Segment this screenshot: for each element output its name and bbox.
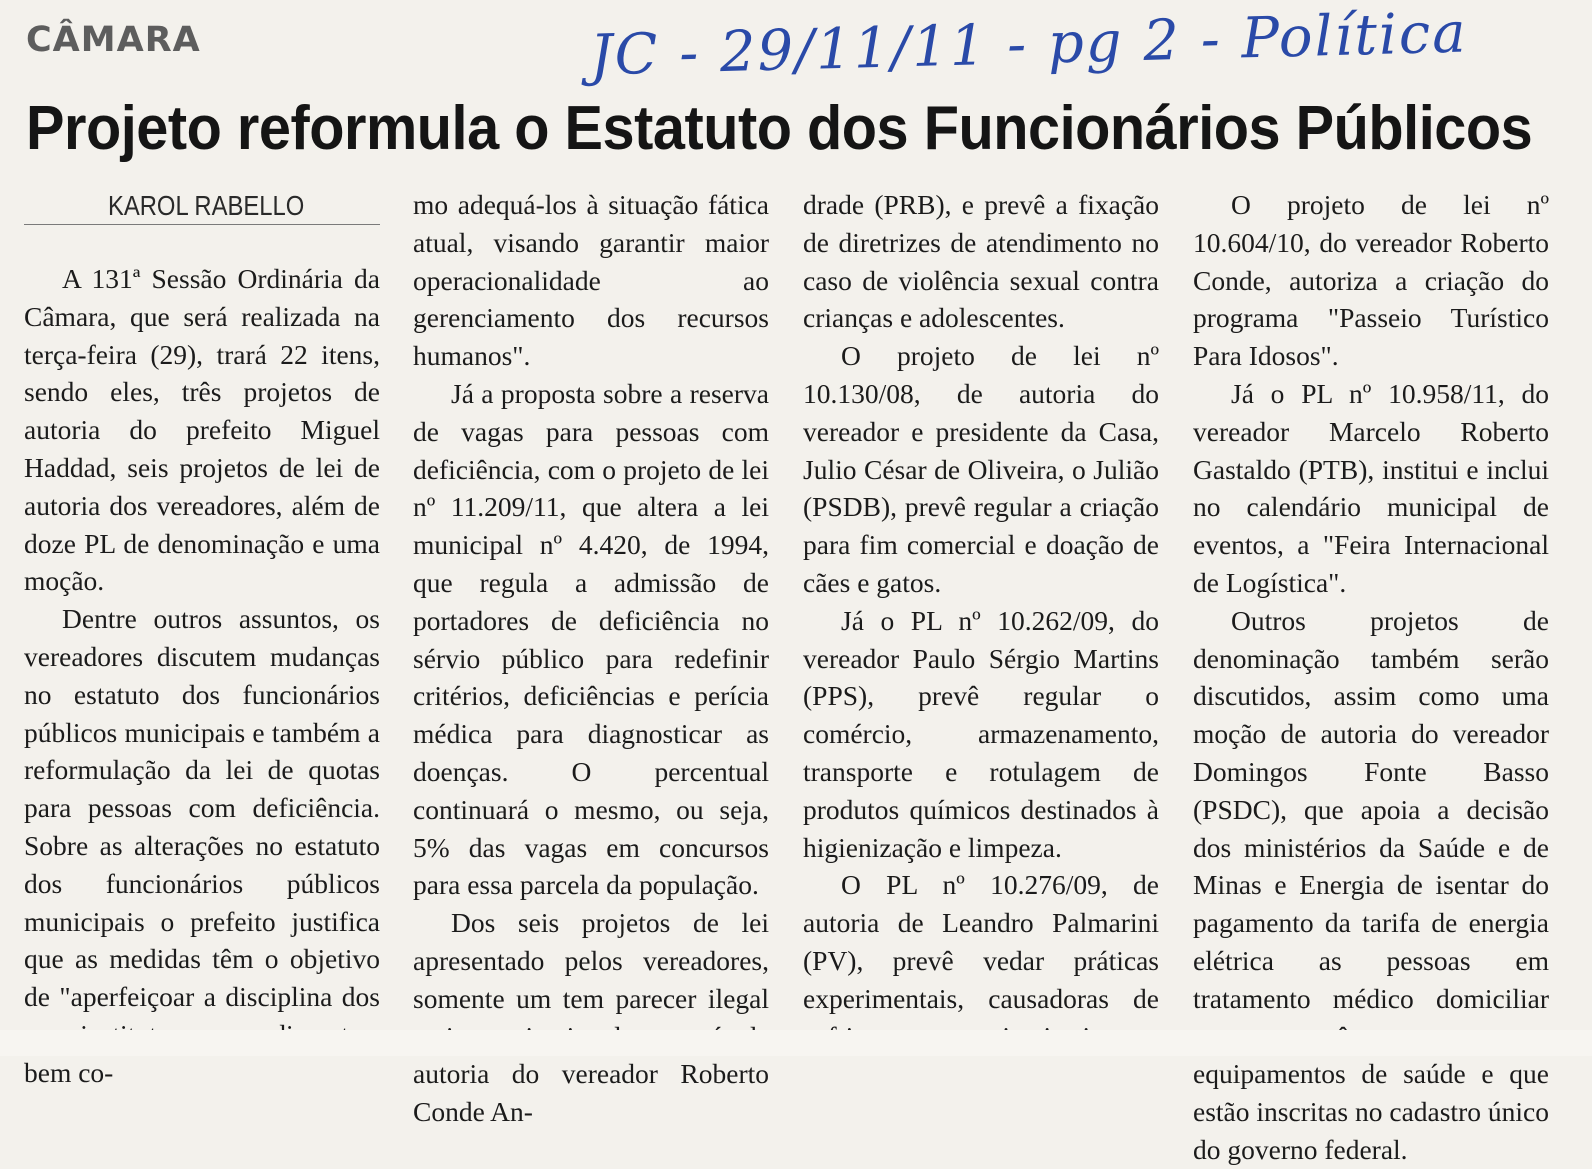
paragraph: O projeto de lei nº 10.130/08, de autoria do vereador e presidente da Casa, Julio César de Oliveira, o Julião (PSDB), prevê regular a criação para fim comercial e doação de cães e gatos. [803,340,1159,598]
paragraph: O projeto de lei nº 10.604/10, do vereador Roberto Conde, autoriza a criação do programa "Passeio Turístico Para Idosos". [1193,189,1549,372]
article-column-2 [413,186,769,1131]
page-bottom-edge [0,1030,1592,1056]
paragraph: O PL nº 10.276/09, de autoria de Leandro Palmarini (PV), prevê vedar práticas experimentais, causadoras de [803,869,1159,1014]
paragraph: mo adequá-los à situação fática atual, visando garantir maior operacionalidade ao gerenciamento dos recursos humanos". [413,189,769,372]
article-column-1 [24,260,380,1092]
paragraph: drade (PRB), e prevê a fixação de diretrizes de atendimento no caso de violência sexual contra crianças e adolescentes. [803,189,1159,334]
byline: KAROL RABELLO [108,190,305,221]
paragraph: Dentre outros assuntos, os vereadores discutem mudanças no estatuto dos funcionários públicos municipais e também a reformulação da lei de quotas para pessoas com deficiência. Sobre as alterações no estatuto dos funcionários públicos municipais o prefeito justifica que as medidas têm o objetivo de "aperfeiçoar a disciplina dos bem co- [24,603,380,1088]
paragraph: A 131ª Sessão Ordinária da Câmara, que será realizada na terça-feira (29), trará 22 itens, sendo eles, três projetos de autoria do prefeito Miguel Haddad, seis projetos de lei de autoria dos vereadores, além de doze PL de denominação e uma moção. [24,263,380,597]
handwritten-annotation: JC - 29/11/11 - pg 2 - Política [589,0,1469,89]
paragraph: Já a proposta sobre a reserva de vagas para pessoas com deficiência, com o projeto de lei nº 11.209/11, que altera a lei municipal nº 4.420, de 1994, que regula a admissão de portadores de deficiência no sérvio público para redefinir critérios, deficiências e perícia médica para diagnosticar as doenças. O percentual continuará o mesmo, ou seja, 5% das vagas em concursos para essa parcela da população. [413,377,769,901]
paragraph: Já o PL nº 10.958/11, do vereador Marcelo Roberto Gastaldo (PTB), institui e inclui no calendário municipal de eventos, a "Feira Internacional de Logística". [1193,377,1549,598]
paragraph: Outros projetos de denominação também serão discutidos, assim como uma moção de autoria do vereador Domingos Fonte Basso (PSDC), que apoia a decisão dos ministérios da Saúde e de Minas e Energia de isentar do pagamento da tarifa de energia elétrica as pessoas em tratamento médico domiciliar equipamentos de saúde e que estão inscritas no cadastro único do governo federal. [1193,604,1549,1165]
byline-block [24,190,380,225]
paragraph: Dos seis projetos de lei apresentado pelos vereadores, somente um tem parecer ilegal autoria do vereador Roberto Conde An- [413,907,769,1128]
paragraph: Já o PL nº 10.262/09, do vereador Paulo Sérgio Martins (PPS), prevê regular o comércio, armazenamento, transporte e rotulagem de produtos químicos destinados à higienização e limpeza. [803,604,1159,863]
article-column-4 [1193,186,1549,1169]
headline: Projeto reformula o Estatuto dos Funcionários Públicos [26,94,1533,163]
article-column-3 [803,186,1159,1055]
section-label: CÂMARA [26,20,201,60]
